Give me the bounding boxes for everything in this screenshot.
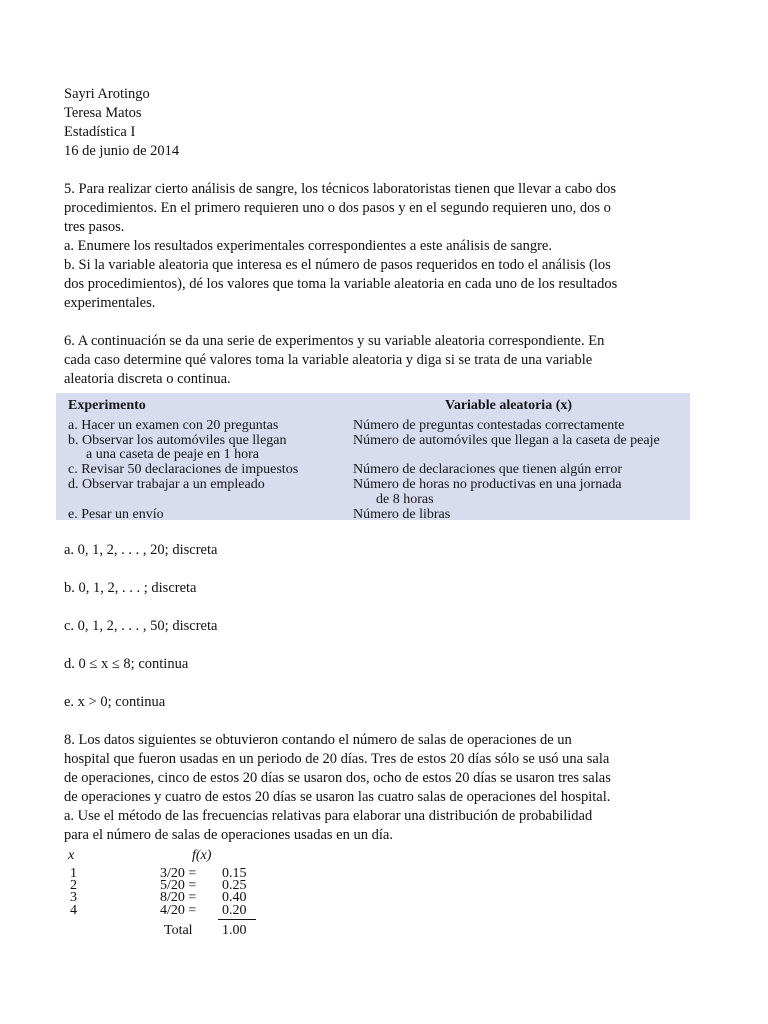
sum-rule [218,919,256,920]
total-label: Total [164,923,193,938]
question-8 [64,731,694,845]
q8-line: de operaciones, cinco de estos 20 días se usaron dos, ocho de estos 20 días se usaron tres salas [64,770,611,786]
experiment-d: d. Observar trabajar a un empleado [68,477,265,492]
q8-line: 8. Los datos siguientes se obtuvieron contando el número de salas de operaciones de un [64,732,572,748]
variable-a: Número de preguntas contestadas correctamente [353,418,625,433]
col-header-x: x [68,848,75,863]
x-value: 4 [70,903,77,918]
q5-part-b: b. Si la variable aleatoria que interesa es el número de pasos requeridos en todo el análisis (los [64,257,611,273]
experiment-b-cont: a una caseta de peaje en 1 hora [86,447,259,462]
answer-a: a. 0, 1, 2, . . . , 20; discreta [64,542,218,558]
variable-c: Número de declaraciones que tienen algún error [353,462,622,477]
experiment-table [56,393,690,520]
q8-line: para el número de salas de operaciones usadas en un día. [64,827,393,843]
q8-line: hospital que fueron usadas en un periodo de 20 días. Tres de estos 20 días sólo se usó una sala [64,751,610,767]
q5-line: experimentales. [64,295,156,311]
probability-value: 0.40 [222,890,247,905]
x-value: 3 [70,890,77,905]
q8-part-a: a. Use el método de las frecuencias relativas para elaborar una distribución de probabilidad [64,808,593,824]
q6-line: aleatoria discreta o continua. [64,371,231,387]
fraction: 3/20 = [160,866,197,881]
answer-e: e. x > 0; continua [64,694,166,710]
answer-d: d. 0 ≤ x ≤ 8; continua [64,656,189,672]
q6-answers [64,541,694,845]
fraction: 5/20 = [160,878,197,893]
experiment-b: b. Observar los automóviles que llegan [68,433,287,448]
fraction: 4/20 = [160,903,197,918]
experiment-a: a. Hacer un examen con 20 preguntas [68,418,279,433]
variable-d: Número de horas no productivas en una jornada [353,477,622,492]
question-6 [64,332,694,389]
q8-line: de operaciones y cuatro de estos 20 días se usaron las cuatro salas de operaciones del hospital. [64,789,611,805]
document-date: 16 de junio de 2014 [64,143,180,159]
variable-d-cont: de 8 horas [376,492,434,507]
course-name: Estadística I [64,124,136,140]
fraction: 8/20 = [160,890,197,905]
q5-line: 5. Para realizar cierto análisis de sangre, los técnicos laboratoristas tienen que llevar a cabo dos [64,181,616,197]
q5-line: tres pasos. [64,219,125,235]
x-value: 2 [70,878,77,893]
q5-part-a: a. Enumere los resultados experimentales correspondientes a este análisis de sangre. [64,238,552,254]
experiment-e: e. Pesar un envío [68,507,164,522]
q5-line: dos procedimientos), dé los valores que toma la variable aleatoria en cada uno de los resultados [64,276,618,292]
total-value: 1.00 [222,923,247,938]
q5-line: procedimientos. En el primero requieren uno o dos pasos y en el segundo requieren uno, dos o [64,200,611,216]
variable-e: Número de libras [353,507,451,522]
probability-value: 0.25 [222,878,247,893]
question-5 [64,180,694,313]
author-name-2: Teresa Matos [64,105,142,121]
experiment-c: c. Revisar 50 declaraciones de impuestos [68,462,299,477]
probability-table [64,847,284,942]
variable-b: Número de automóviles que llegan a la caseta de peaje [353,433,660,448]
document-page [64,85,694,389]
probability-value: 0.20 [222,903,247,918]
col-header-fx: f(x) [192,848,212,863]
q6-line: 6. A continuación se da una serie de experimentos y su variable aleatoria correspondiente. En [64,333,605,349]
probability-value: 0.15 [222,866,247,881]
document-header [64,85,694,161]
answer-b: b. 0, 1, 2, . . . ; discreta [64,580,197,596]
q6-line: cada caso determine qué valores toma la variable aleatoria y diga si se trata de una variable [64,352,593,368]
x-value: 1 [70,866,77,881]
author-name-1: Sayri Arotingo [64,86,150,102]
answer-c: c. 0, 1, 2, . . . , 50; discreta [64,618,218,634]
col-header-variable: Variable aleatoria (x) [445,398,573,413]
col-header-experiment: Experimento [68,398,146,413]
